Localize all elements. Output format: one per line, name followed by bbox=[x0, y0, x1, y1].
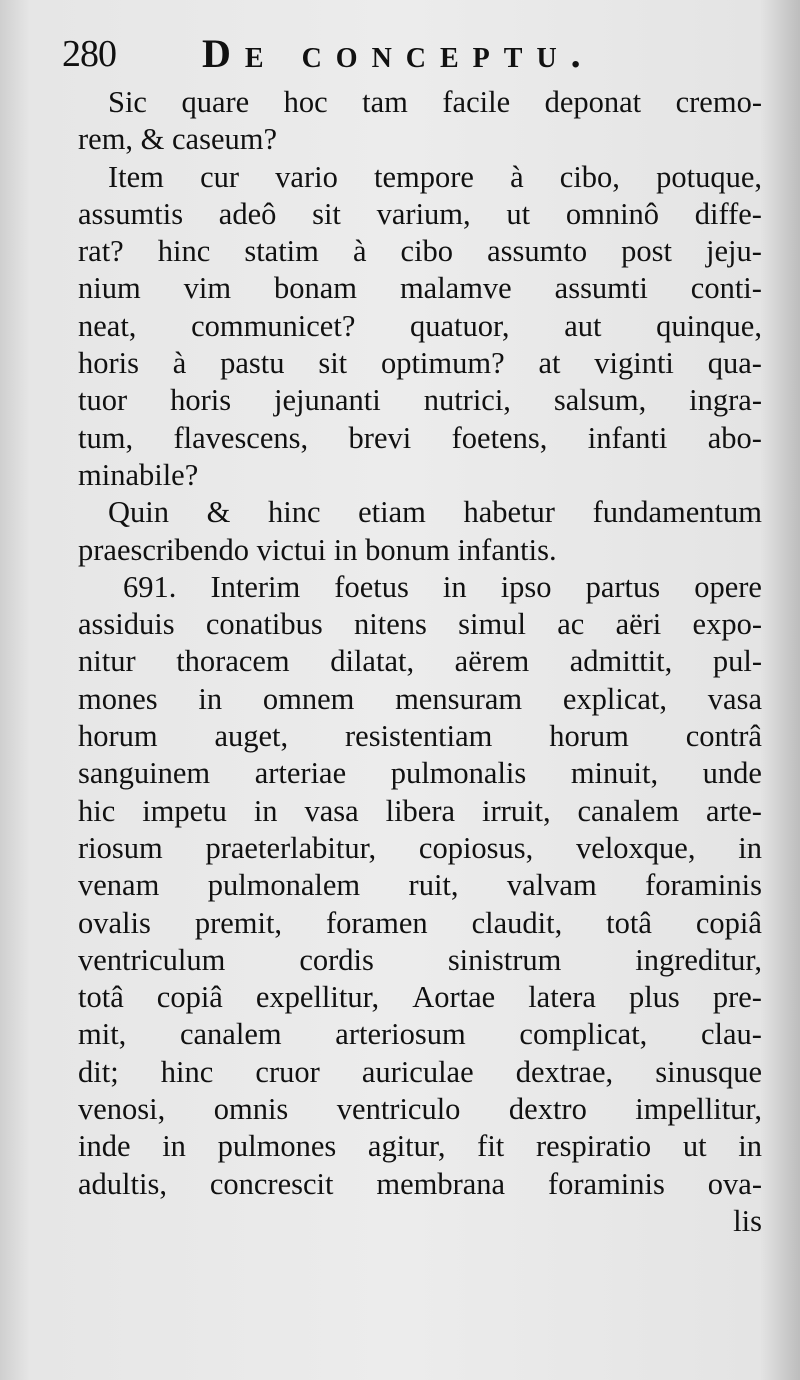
word: nitur bbox=[78, 644, 136, 679]
word: hoc bbox=[283, 85, 328, 119]
word: cibo, bbox=[559, 159, 620, 194]
word: ut bbox=[506, 196, 531, 231]
word: à bbox=[510, 159, 524, 194]
word: aërem bbox=[454, 644, 530, 679]
word: à bbox=[352, 234, 367, 269]
word: latera bbox=[528, 980, 596, 1015]
word: pastu bbox=[220, 346, 285, 381]
word: inde bbox=[78, 1129, 131, 1164]
word: pulmonalem bbox=[207, 868, 361, 903]
word: copiosus, bbox=[418, 830, 534, 865]
word: mones bbox=[78, 681, 158, 716]
text-line bbox=[78, 606, 762, 643]
word: dit; bbox=[78, 1054, 119, 1089]
word: expellitur, bbox=[255, 980, 380, 1015]
word: nitens bbox=[354, 607, 427, 642]
word: omnem bbox=[262, 681, 355, 716]
word: in bbox=[198, 681, 223, 716]
word: libera bbox=[385, 793, 456, 828]
word: habetur bbox=[463, 495, 555, 530]
text-line bbox=[78, 979, 762, 1016]
word: ingreditur, bbox=[635, 942, 762, 977]
word: in bbox=[738, 1129, 762, 1164]
word: fit bbox=[477, 1129, 505, 1164]
word: etiam bbox=[358, 495, 426, 530]
word: in bbox=[738, 830, 762, 865]
word: nium bbox=[78, 271, 141, 306]
page-header bbox=[62, 30, 682, 80]
word: premit, bbox=[194, 905, 283, 940]
word: partus bbox=[585, 569, 661, 604]
word: omninô bbox=[565, 196, 660, 231]
text-line bbox=[78, 718, 762, 755]
text-line: minabile? bbox=[78, 457, 199, 492]
word: horum bbox=[78, 719, 158, 754]
word: impellitur, bbox=[635, 1092, 762, 1127]
word: tum, bbox=[78, 420, 134, 455]
word: respiratio bbox=[535, 1129, 652, 1164]
text-line bbox=[78, 755, 762, 792]
word: conti- bbox=[690, 271, 762, 306]
word: sinusque bbox=[655, 1054, 762, 1089]
word: ac bbox=[557, 607, 585, 642]
word: ovalis bbox=[78, 905, 151, 940]
word: vim bbox=[183, 271, 232, 306]
word: varium, bbox=[376, 196, 471, 231]
word: cruor bbox=[255, 1054, 320, 1089]
text-line bbox=[78, 643, 762, 680]
word: foraminis bbox=[645, 868, 762, 903]
word: à bbox=[172, 346, 187, 381]
word: brevi bbox=[348, 420, 412, 455]
text-line bbox=[78, 905, 762, 942]
word: foetens, bbox=[451, 420, 548, 455]
running-head: De conceptu. bbox=[202, 31, 595, 76]
word: foraminis bbox=[547, 1166, 665, 1201]
word: fundamentum bbox=[592, 495, 762, 530]
word: arte- bbox=[706, 793, 762, 828]
word: pre- bbox=[712, 980, 762, 1015]
word: Sic bbox=[108, 85, 147, 119]
text-line bbox=[78, 1128, 762, 1165]
word: flavescens, bbox=[173, 420, 309, 455]
word: at bbox=[538, 346, 561, 381]
text-line bbox=[78, 569, 762, 606]
word: sit bbox=[312, 196, 341, 231]
word: mensuram bbox=[395, 681, 523, 716]
word: praeterlabitur, bbox=[205, 830, 377, 865]
word: quinque, bbox=[656, 308, 762, 343]
word: abo- bbox=[707, 420, 762, 455]
page-number: 280 bbox=[62, 33, 116, 75]
word: tam bbox=[362, 85, 408, 119]
word: copiâ bbox=[695, 905, 762, 940]
word: totâ bbox=[78, 980, 124, 1015]
text-line bbox=[78, 1091, 762, 1128]
word: salsum, bbox=[553, 383, 647, 418]
word: horum bbox=[549, 719, 629, 754]
word: sinistrum bbox=[447, 942, 562, 977]
word: Item bbox=[108, 159, 164, 194]
word: dextrae, bbox=[515, 1054, 614, 1089]
word: hic bbox=[78, 793, 116, 828]
word: conatibus bbox=[205, 607, 323, 642]
word: ipso bbox=[500, 569, 552, 604]
word: qua- bbox=[707, 346, 762, 381]
word: complicat, bbox=[519, 1017, 648, 1052]
word: thoracem bbox=[176, 644, 290, 679]
word: opere bbox=[694, 569, 762, 604]
text-line bbox=[78, 420, 762, 457]
word: adultis, bbox=[78, 1166, 167, 1201]
word: vario bbox=[275, 159, 338, 194]
word: rat? bbox=[78, 234, 124, 269]
word: plus bbox=[628, 980, 680, 1015]
word: horis bbox=[78, 346, 139, 381]
word: minuit, bbox=[570, 756, 659, 791]
word: in bbox=[162, 1129, 186, 1164]
word: veloxque, bbox=[576, 830, 696, 865]
word: assumtis bbox=[78, 196, 184, 231]
word: explicat, bbox=[562, 681, 668, 716]
word: in bbox=[442, 569, 467, 604]
text-line: rem, & caseum? bbox=[78, 122, 278, 157]
word: ventriculo bbox=[336, 1092, 461, 1127]
word: pul- bbox=[712, 644, 762, 679]
word: in bbox=[253, 793, 278, 828]
text-line bbox=[78, 270, 762, 307]
word: optimum? bbox=[380, 346, 505, 381]
word: dilatat, bbox=[330, 644, 415, 679]
word: sanguinem bbox=[78, 756, 211, 791]
word: auget, bbox=[214, 719, 289, 754]
text-line bbox=[78, 681, 762, 718]
text-line bbox=[78, 942, 762, 979]
word: ova- bbox=[707, 1166, 762, 1201]
word: Aortae bbox=[412, 980, 496, 1015]
word: omnis bbox=[213, 1092, 289, 1127]
text-line bbox=[78, 196, 762, 233]
word: clau- bbox=[700, 1017, 762, 1052]
word: foetus bbox=[334, 569, 409, 604]
word: riosum bbox=[78, 830, 163, 865]
word: malamve bbox=[399, 271, 512, 306]
word: tuor bbox=[78, 383, 128, 418]
word: horis bbox=[170, 383, 232, 418]
word: cur bbox=[200, 159, 240, 194]
word: canalem bbox=[179, 1017, 282, 1052]
text-line bbox=[78, 345, 762, 382]
word: ingra- bbox=[689, 383, 762, 418]
word: aut bbox=[564, 308, 602, 343]
text-line bbox=[78, 793, 762, 830]
word: concrescit bbox=[209, 1166, 334, 1201]
word: cordis bbox=[299, 942, 374, 977]
word: assumti bbox=[554, 271, 648, 306]
word: simul bbox=[458, 607, 526, 642]
word: pulmonalis bbox=[390, 756, 527, 791]
word: contrâ bbox=[685, 719, 762, 754]
word: membrana bbox=[376, 1166, 506, 1201]
word: deponat bbox=[544, 85, 642, 119]
word: totâ bbox=[606, 905, 652, 940]
word: Quin bbox=[108, 495, 169, 530]
word: hinc bbox=[160, 1054, 214, 1089]
word: aëri bbox=[615, 607, 662, 642]
word: jeju- bbox=[706, 234, 762, 269]
word: infanti bbox=[587, 420, 668, 455]
word: cremo- bbox=[675, 85, 762, 119]
text-line bbox=[78, 494, 762, 531]
word: hinc bbox=[267, 495, 321, 530]
word: cibo bbox=[400, 234, 454, 269]
word: jejunanti bbox=[274, 383, 381, 418]
word: 691. bbox=[123, 569, 177, 604]
word: arteriosum bbox=[335, 1017, 466, 1052]
word: auriculae bbox=[361, 1054, 474, 1089]
text-line: praescribendo victui in bonum infantis. bbox=[78, 532, 557, 567]
word: & bbox=[206, 495, 231, 530]
word: tempore bbox=[374, 159, 474, 194]
word: agitur, bbox=[367, 1129, 446, 1164]
word: hinc bbox=[157, 234, 211, 269]
word: nutrici, bbox=[423, 383, 511, 418]
word: facile bbox=[442, 85, 511, 119]
text-line bbox=[78, 84, 762, 121]
word: statim bbox=[244, 234, 319, 269]
word: canalem bbox=[577, 793, 680, 828]
word: admittit, bbox=[569, 644, 673, 679]
word: unde bbox=[702, 756, 762, 791]
word: arteriae bbox=[254, 756, 347, 791]
word: claudit, bbox=[471, 905, 563, 940]
word: Interim bbox=[210, 569, 301, 604]
word: viginti bbox=[594, 346, 674, 381]
word: quare bbox=[181, 85, 250, 119]
word: quatuor, bbox=[409, 308, 510, 343]
body-text bbox=[78, 84, 762, 1240]
word: mit, bbox=[78, 1017, 127, 1052]
word: venam bbox=[78, 868, 160, 903]
text-line bbox=[78, 233, 762, 270]
word: sit bbox=[318, 346, 348, 381]
text-line bbox=[78, 308, 762, 345]
word: impetu bbox=[142, 793, 227, 828]
word: post bbox=[621, 234, 672, 269]
word: expo- bbox=[692, 607, 762, 642]
text-line bbox=[78, 1054, 762, 1091]
word: resistentiam bbox=[345, 719, 493, 754]
word: ut bbox=[682, 1129, 707, 1164]
word: irruit, bbox=[481, 793, 551, 828]
word: ventriculum bbox=[78, 942, 226, 977]
word: assumto bbox=[487, 234, 588, 269]
text-line bbox=[78, 382, 762, 419]
word: valvam bbox=[506, 868, 597, 903]
word: pulmones bbox=[217, 1129, 337, 1164]
word: potuque, bbox=[656, 159, 762, 194]
text-line bbox=[78, 159, 762, 196]
word: dextro bbox=[508, 1092, 587, 1127]
word: copiâ bbox=[156, 980, 223, 1015]
word: communicet? bbox=[191, 308, 356, 343]
text-line: lis bbox=[733, 1203, 762, 1238]
word: assiduis bbox=[78, 607, 175, 642]
text-line bbox=[78, 1166, 762, 1203]
word: vasa bbox=[304, 793, 359, 828]
word: venosi, bbox=[78, 1092, 166, 1127]
word: ruit, bbox=[408, 868, 459, 903]
word: neat, bbox=[78, 308, 137, 343]
text-line bbox=[78, 1016, 762, 1053]
word: diffe- bbox=[694, 196, 762, 231]
text-line bbox=[78, 830, 762, 867]
text-line bbox=[78, 867, 762, 904]
word: vasa bbox=[707, 681, 762, 716]
word: bonam bbox=[274, 271, 358, 306]
word: foramen bbox=[326, 905, 428, 940]
word: adeô bbox=[218, 196, 277, 231]
